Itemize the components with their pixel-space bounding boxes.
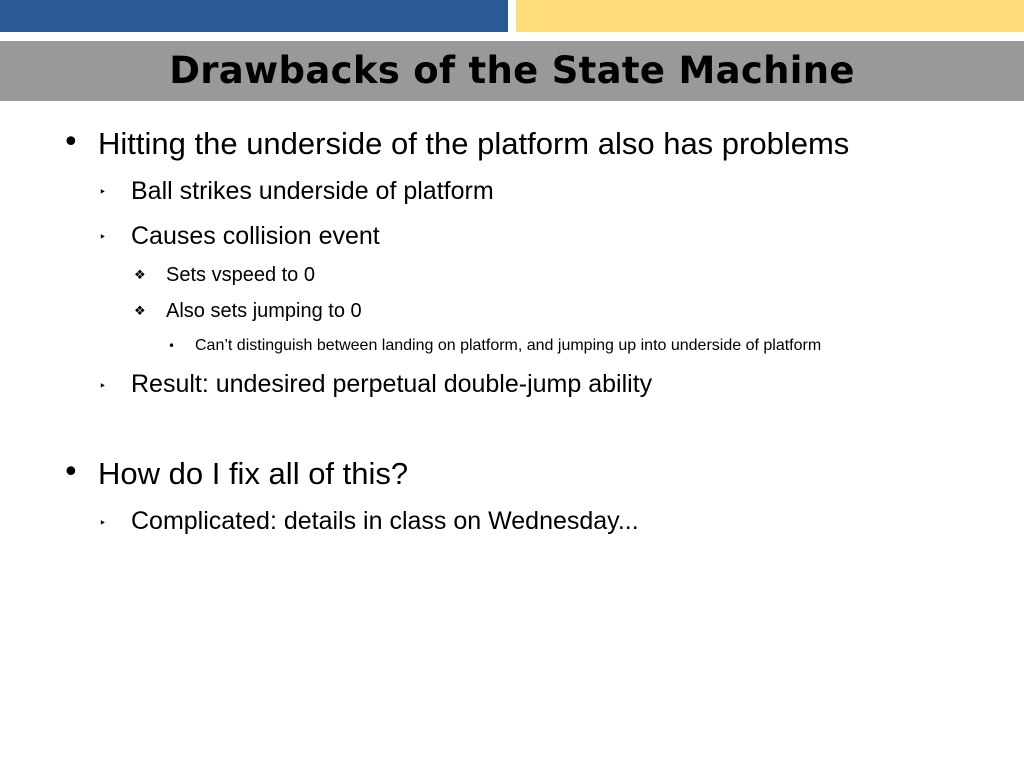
bullet-text: Ball strikes underside of platform (131, 177, 494, 205)
bullet-text: Also sets jumping to 0 (166, 300, 362, 322)
bullet-text: How do I fix all of this? (98, 456, 409, 491)
bullet-arrow-icon: ‣ (99, 230, 107, 244)
bullet-text: Sets vspeed to 0 (166, 264, 315, 286)
slide-title: Drawbacks of the State Machine (169, 49, 855, 92)
top-bar-yellow (516, 0, 1024, 32)
top-bar-blue (0, 0, 508, 32)
bullet-dot-icon: • (168, 339, 176, 353)
bullet-dot-icon: • (62, 125, 80, 160)
bullet-text: Causes collision event (131, 222, 380, 250)
bullet-dot-icon: • (62, 455, 80, 490)
bullet-text: Hitting the underside of the platform also has problems (98, 126, 850, 161)
bullet-arrow-icon: ‣ (99, 516, 107, 530)
bullet-diamond-icon: ❖ (134, 268, 146, 283)
bullet-arrow-icon: ‣ (99, 185, 107, 199)
bullet-text: Result: undesired perpetual double-jump ability (131, 370, 653, 398)
bullet-arrow-icon: ‣ (99, 379, 107, 393)
bullet-diamond-icon: ❖ (134, 304, 146, 319)
bullet-text: Can’t distinguish between landing on platform, and jumping up into underside of platform (195, 337, 822, 354)
bullet-text: Complicated: details in class on Wednesday... (131, 507, 639, 535)
